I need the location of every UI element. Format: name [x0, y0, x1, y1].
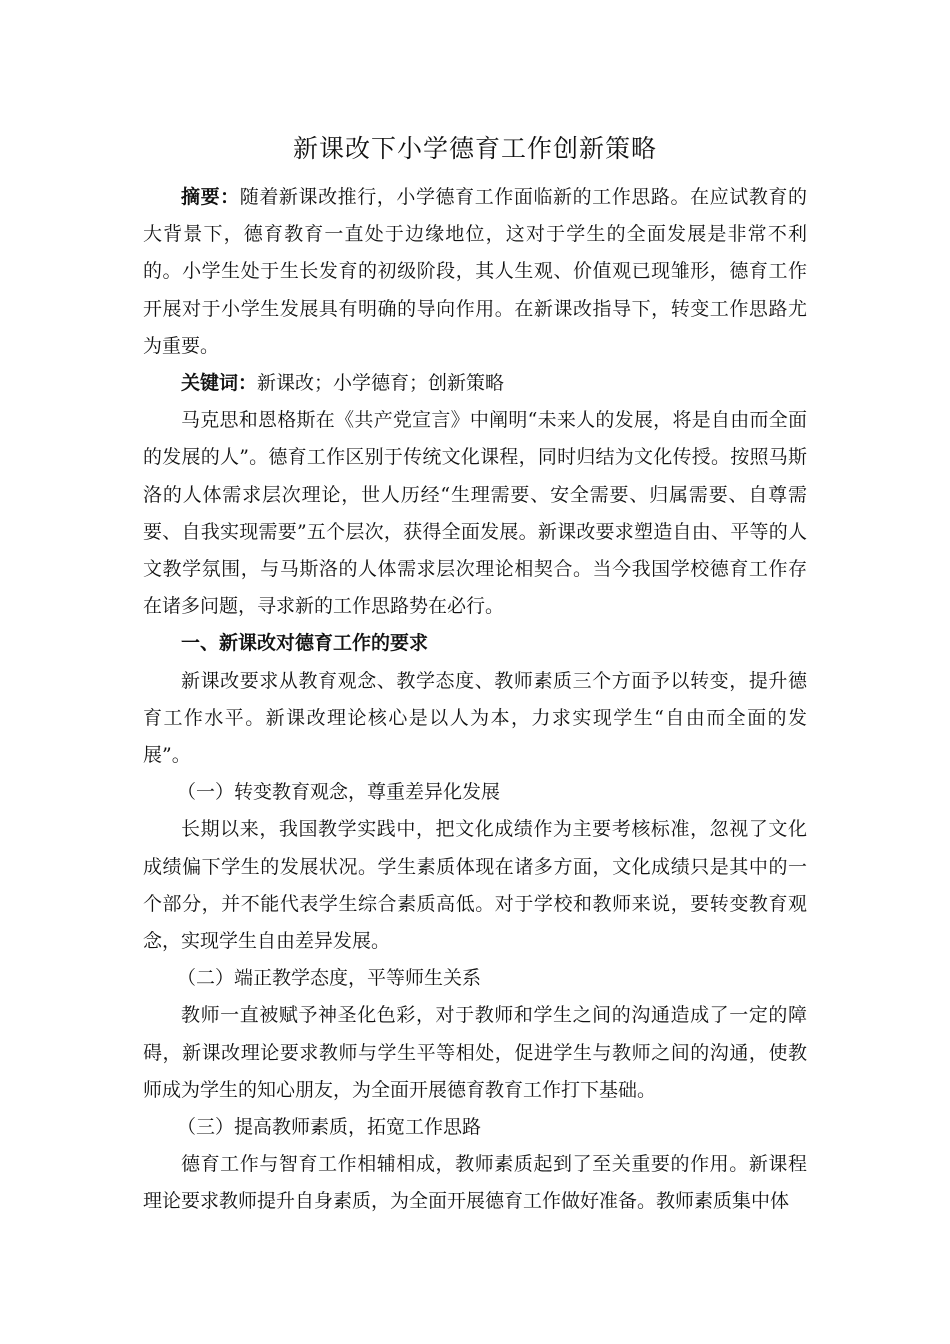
subsection-paragraph-1: 长期以来，我国教学实践中，把文化成绩作为主要考核标准，忽视了文化成绩偏下学生的发展状况。学生素质体现在诸多方面，文化成绩只是其中的一个部分，并不能代表学生综合素质高低。对于学校和教师来说，要转变教育观念，实现学生自由差异发展。: [143, 818, 807, 953]
subsection-heading-2: （二）端正教学态度，平等师生关系: [177, 967, 482, 990]
keywords-text: 新课改；小学德育；创新策略: [257, 372, 505, 395]
intro-paragraph: 马克思和恩格斯在《共产党宣言》中阐明“未来人的发展，将是自由而全面的发展的人”。德育工作区别于传统文化课程，同时归结为文化传授。按照马斯洛的人体需求层次理论，世人历经“生理需要、安全需要、归属需要、自尊需要、自我实现需要”五个层次，获得全面发展。新课改要求塑造自由、平等的人文教学氛围，与马斯洛的人体需求层次理论相契合。当今我国学校德育工作存在诸多问题，寻求新的工作思路势在必行。: [143, 409, 807, 618]
subsection-heading-3: （三）提高教师素质，拓宽工作思路: [177, 1116, 482, 1139]
abstract-paragraph: [143, 179, 807, 365]
subsection-heading-1: （一）转变教育观念，尊重差异化发展: [177, 781, 501, 804]
section-heading: 一、新课改对德育工作的要求: [181, 632, 429, 655]
abstract-label: 摘要：: [181, 186, 240, 208]
abstract-text: 随着新课改推行，小学德育工作面临新的工作思路。在应试教育的大背景下，德育教育一直处于边缘地位，这对于学生的全面发展是非常不利的。小学生处于生长发育的初级阶段，其人生观、价值观已现雏形，德育工作开展对于小学生发展具有明确的导向作用。在新课改指导下，转变工作思路尤为重要。: [143, 186, 807, 357]
section-intro-paragraph: 新课改要求从教育观念、教学态度、教师素质三个方面予以转变，提升德育工作水平。新课改理论核心是以人为本，力求实现学生“自由而全面的发展”。: [143, 669, 807, 767]
page-title: 新课改下小学德育工作创新策略: [292, 134, 657, 163]
keywords-label: 关键词：: [181, 372, 258, 395]
subsection-paragraph-3: 德育工作与智育工作相辅相成，教师素质起到了至关重要的作用。新课程理论要求教师提升自身素质，为全面开展德育工作做好准备。教师素质集中体: [143, 1153, 807, 1213]
subsection-paragraph-2: 教师一直被赋予神圣化色彩，对于教师和学生之间的沟通造成了一定的障碍，新课改理论要求教师与学生平等相处，促进学生与教师之间的沟通，使教师成为学生的知心朋友，为全面开展德育教育工作打下基础。: [143, 1004, 807, 1101]
keywords-paragraph: [143, 365, 807, 402]
document-body: [143, 179, 807, 1221]
